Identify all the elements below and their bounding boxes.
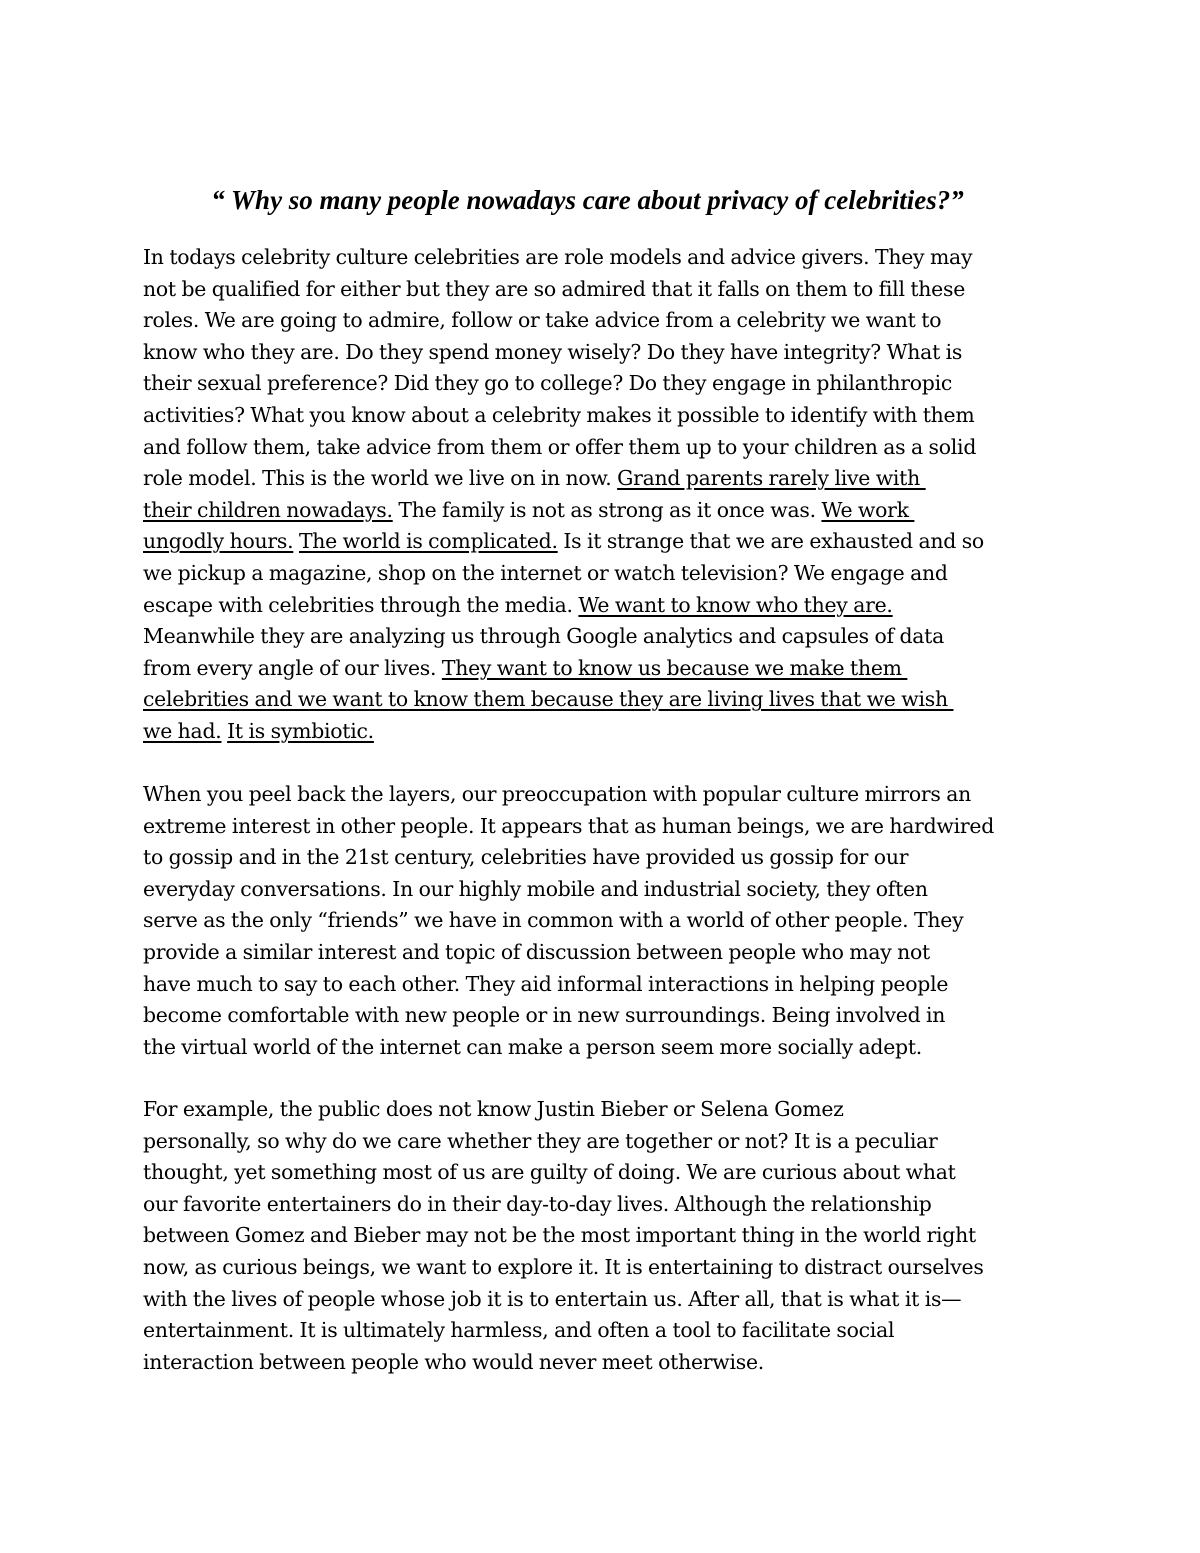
underlined-text: their children nowadays. — [143, 497, 393, 522]
text-line — [143, 368, 1103, 400]
text-line — [143, 337, 1103, 369]
text-line — [143, 558, 1103, 590]
text-line — [143, 400, 1103, 432]
text-segment: extreme interest in other people. It appears that as human beings, we are hardwired — [143, 813, 994, 838]
text-line — [143, 463, 1103, 495]
text-line — [143, 779, 1103, 811]
text-segment: The family is not as strong as it once was. — [392, 497, 822, 522]
paragraph-2 — [143, 779, 1103, 1063]
text-line — [143, 842, 1103, 874]
text-segment: everyday conversations. In our highly mobile and industrial society, they often — [143, 876, 928, 901]
text-segment: the virtual world of the internet can make a person seem more socially adept. — [143, 1034, 923, 1059]
text-segment: become comfortable with new people or in new surroundings. Being involved in — [143, 1003, 946, 1028]
text-segment: know who they are. Do they spend money wisely? Do they have integrity? What is — [143, 339, 963, 364]
text-line — [143, 874, 1103, 906]
text-line — [143, 1000, 1103, 1032]
underlined-text: We work — [821, 497, 915, 522]
text-segment: between Gomez and Bieber may not be the most important thing in the world right — [143, 1223, 976, 1248]
text-segment: not be qualified for either but they are so admired that it falls on them to fill these — [143, 276, 966, 301]
text-segment: our favorite entertainers do in their day-to-day lives. Although the relationship — [143, 1191, 932, 1216]
paragraph-3 — [143, 1094, 1103, 1378]
text-segment: For example, the public does not know Justin Bieber or Selena Gomez — [143, 1097, 844, 1121]
text-segment: personally, so why do we care whether they are together or not? It is a peculiar — [143, 1128, 938, 1153]
text-segment: provide a similar interest and topic of discussion between people who may not — [143, 939, 931, 964]
text-line — [143, 590, 1103, 622]
text-segment: now, as curious beings, we want to explore it. It is entertaining to distract ourselves — [143, 1254, 984, 1279]
text-line — [143, 969, 1103, 1001]
text-line — [143, 274, 1103, 306]
text-segment: roles. We are going to admire, follow or take advice from a celebrity we want to — [143, 308, 942, 333]
text-line — [143, 1094, 1103, 1126]
text-segment: with the lives of people whose job it is to entertain us. After all, that is what it is— — [143, 1286, 962, 1311]
text-segment: serve as the only “friends” we have in common with a world of other people. They — [143, 908, 964, 933]
text-segment: activities? What you know about a celebrity makes it possible to identify with them — [143, 402, 975, 427]
text-segment: thought, yet something most of us are guilty of doing. We are curious about what — [143, 1160, 956, 1185]
text-line — [143, 242, 1103, 274]
text-segment: When you peel back the layers, our preoccupation with popular culture mirrors an — [143, 782, 972, 806]
text-line — [143, 1252, 1103, 1284]
text-segment: their sexual preference? Did they go to college? Do they engage in philanthropic — [143, 371, 953, 396]
text-line — [143, 305, 1103, 337]
text-line — [143, 621, 1103, 653]
text-segment: escape with celebrities through the media. — [143, 592, 579, 617]
underlined-text: we had. — [143, 718, 222, 743]
text-segment: entertainment. It is ultimately harmless, and often a tool to facilitate social — [143, 1318, 895, 1343]
text-segment: In todays celebrity culture celebrities are role models and advice givers. They may — [143, 245, 973, 269]
text-line — [143, 526, 1103, 558]
text-segment: Is it strange that we are exhausted and so — [557, 529, 984, 554]
text-segment: interaction between people who would never meet otherwise. — [143, 1349, 765, 1374]
text-line — [143, 1157, 1103, 1189]
paragraph-1 — [143, 242, 1103, 748]
text-line — [143, 653, 1103, 685]
document-title: “ Why so many people nowadays care about privacy of celebrities?” — [211, 185, 964, 215]
text-line — [143, 1315, 1103, 1347]
text-line — [143, 495, 1103, 527]
underlined-text: Grand parents rarely live with — [617, 466, 926, 491]
text-line — [143, 1032, 1103, 1064]
text-line — [143, 716, 1103, 748]
text-line — [143, 1284, 1103, 1316]
underlined-text: They want to know us because we make them — [441, 655, 908, 680]
text-line — [143, 905, 1103, 937]
text-line — [143, 684, 1103, 716]
text-line — [143, 1347, 1103, 1379]
underlined-text: We want to know who they are. — [578, 592, 893, 617]
text-line — [143, 937, 1103, 969]
underlined-text: The world is complicated. — [298, 529, 558, 554]
text-line — [143, 1126, 1103, 1158]
text-line — [143, 1220, 1103, 1252]
text-segment: from every angle of our lives. — [143, 655, 442, 680]
text-line — [143, 432, 1103, 464]
text-segment: role model. This is the world we live on in now. — [143, 466, 618, 491]
text-segment: have much to say to each other. They aid informal interactions in helping people — [143, 971, 949, 996]
text-line — [143, 1189, 1103, 1221]
text-segment: to gossip and in the 21st century, celebrities have provided us gossip for our — [143, 845, 909, 870]
underlined-text: It is symbiotic. — [227, 718, 374, 743]
underlined-text: celebrities and we want to know them because they are living lives that we wish — [143, 687, 954, 712]
underlined-text: ungodly hours. — [143, 529, 294, 554]
text-line — [143, 811, 1103, 843]
text-segment: Meanwhile they are analyzing us through Google analytics and capsules of data — [143, 624, 945, 649]
text-segment: we pickup a magazine, shop on the internet or watch television? We engage and — [143, 560, 948, 585]
text-segment: and follow them, take advice from them or offer them up to your children as a solid — [143, 434, 977, 459]
